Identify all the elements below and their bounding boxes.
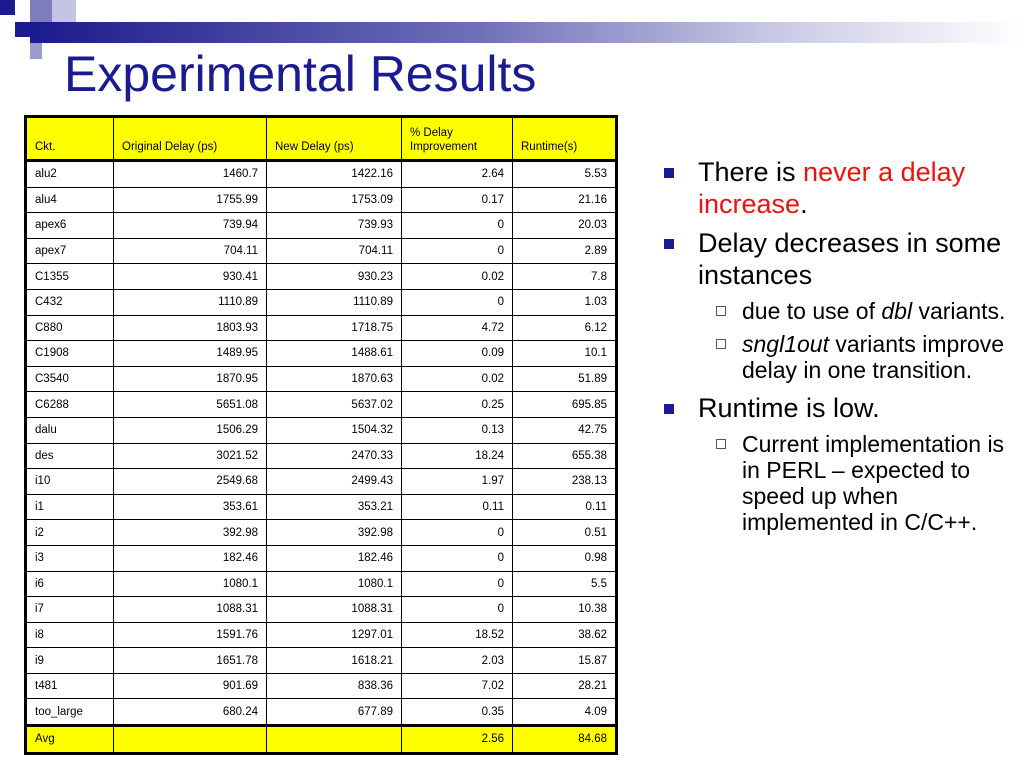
subbullet-sngl1out-variants: sngl1out variants improve delay in one transition. xyxy=(660,331,1010,383)
value-cell: 0.02 xyxy=(402,264,513,290)
value-cell: 392.98 xyxy=(114,520,267,546)
value-cell: 930.23 xyxy=(267,264,402,290)
table-row xyxy=(26,238,617,264)
value-cell: 1591.76 xyxy=(114,622,267,648)
value-cell: 1088.31 xyxy=(114,597,267,623)
value-cell: 930.41 xyxy=(114,264,267,290)
value-cell: 1506.29 xyxy=(114,417,267,443)
value-cell: 0.35 xyxy=(402,699,513,726)
value-cell: 1489.95 xyxy=(114,341,267,367)
value-cell: 7.02 xyxy=(402,673,513,699)
table-row xyxy=(26,699,617,726)
value-cell: 20.03 xyxy=(513,213,617,239)
hollow-square-bullet-icon xyxy=(716,339,726,349)
value-cell: 5.53 xyxy=(513,161,617,188)
table-row xyxy=(26,392,617,418)
value-cell: 1.03 xyxy=(513,289,617,315)
bullet-runtime-low: Runtime is low. xyxy=(660,392,1010,424)
table-row xyxy=(26,161,617,188)
value-cell: 18.52 xyxy=(402,622,513,648)
value-cell: 0.02 xyxy=(402,366,513,392)
value-cell: 15.87 xyxy=(513,648,617,674)
circuit-name-cell: apex7 xyxy=(26,238,114,264)
value-cell: 1460.7 xyxy=(114,161,267,188)
value-cell: 182.46 xyxy=(114,545,267,571)
value-cell: 739.94 xyxy=(114,213,267,239)
value-cell: 2.56 xyxy=(402,726,513,754)
circuit-name-cell: C880 xyxy=(26,315,114,341)
value-cell: 901.69 xyxy=(114,673,267,699)
value-cell: 2549.68 xyxy=(114,469,267,495)
value-cell: 1488.61 xyxy=(267,341,402,367)
table-row xyxy=(26,417,617,443)
value-cell: 42.75 xyxy=(513,417,617,443)
circuit-name-cell: i2 xyxy=(26,520,114,546)
value-cell: 10.1 xyxy=(513,341,617,367)
table-row xyxy=(26,443,617,469)
circuit-name-cell: des xyxy=(26,443,114,469)
table-row xyxy=(26,673,617,699)
circuit-name-cell: C3540 xyxy=(26,366,114,392)
value-cell: 1718.75 xyxy=(267,315,402,341)
value-cell: 1110.89 xyxy=(267,289,402,315)
value-cell: 18.24 xyxy=(402,443,513,469)
value-cell: 28.21 xyxy=(513,673,617,699)
value-cell: 1870.63 xyxy=(267,366,402,392)
value-cell: 4.09 xyxy=(513,699,617,726)
circuit-name-cell: alu4 xyxy=(26,187,114,213)
value-cell: 1651.78 xyxy=(114,648,267,674)
column-header: Original Delay (ps) xyxy=(114,117,267,161)
corner-square xyxy=(30,0,52,22)
table-row xyxy=(26,648,617,674)
table-row xyxy=(26,315,617,341)
table-row xyxy=(26,545,617,571)
table-row xyxy=(26,213,617,239)
circuit-name-cell: C6288 xyxy=(26,392,114,418)
bullet-never-increase: There is never a delay increase. xyxy=(660,156,1010,220)
column-header: Ckt. xyxy=(26,117,114,161)
slide-title: Experimental Results xyxy=(64,46,537,102)
value-cell: 10.38 xyxy=(513,597,617,623)
table-row xyxy=(26,520,617,546)
table-row xyxy=(26,469,617,495)
value-cell xyxy=(267,726,402,754)
value-cell: 0 xyxy=(402,289,513,315)
circuit-name-cell: apex6 xyxy=(26,213,114,239)
value-cell: 1755.99 xyxy=(114,187,267,213)
hollow-square-bullet-icon xyxy=(716,306,726,316)
value-cell: 704.11 xyxy=(114,238,267,264)
value-cell: 695.85 xyxy=(513,392,617,418)
circuit-name-cell: i9 xyxy=(26,648,114,674)
value-cell: 38.62 xyxy=(513,622,617,648)
value-cell: 1.97 xyxy=(402,469,513,495)
value-cell: 0 xyxy=(402,545,513,571)
value-cell: 5651.08 xyxy=(114,392,267,418)
value-cell: 0 xyxy=(402,597,513,623)
value-cell: 0.13 xyxy=(402,417,513,443)
corner-square xyxy=(52,0,76,22)
corner-square xyxy=(15,0,30,22)
value-cell: 2.64 xyxy=(402,161,513,188)
table-row xyxy=(26,597,617,623)
value-cell: 677.89 xyxy=(267,699,402,726)
table-row xyxy=(26,494,617,520)
highlight-text: never a delay increase xyxy=(698,157,966,219)
value-cell: 1870.95 xyxy=(114,366,267,392)
circuit-name-cell: i6 xyxy=(26,571,114,597)
table-row xyxy=(26,264,617,290)
value-cell: 1504.32 xyxy=(267,417,402,443)
value-cell: 680.24 xyxy=(114,699,267,726)
circuit-name-cell: C1355 xyxy=(26,264,114,290)
value-cell: 1618.21 xyxy=(267,648,402,674)
value-cell: 0.09 xyxy=(402,341,513,367)
value-cell: 5637.02 xyxy=(267,392,402,418)
circuit-name-cell: too_large xyxy=(26,699,114,726)
square-bullet-icon xyxy=(664,168,674,178)
title-gradient-bar xyxy=(30,22,1024,43)
avg-row xyxy=(26,726,617,754)
value-cell: 1088.31 xyxy=(267,597,402,623)
value-cell: 0.51 xyxy=(513,520,617,546)
circuit-name-cell: dalu xyxy=(26,417,114,443)
circuit-name-cell: i8 xyxy=(26,622,114,648)
value-cell: 0.17 xyxy=(402,187,513,213)
value-cell: 21.16 xyxy=(513,187,617,213)
subbullet-dbl-variants: due to use of dbl variants. xyxy=(660,298,1010,324)
value-cell: 4.72 xyxy=(402,315,513,341)
value-cell: 1422.16 xyxy=(267,161,402,188)
circuit-name-cell: C432 xyxy=(26,289,114,315)
value-cell: 6.12 xyxy=(513,315,617,341)
value-cell: 0 xyxy=(402,520,513,546)
corner-square xyxy=(15,22,30,37)
circuit-name-cell: i3 xyxy=(26,545,114,571)
circuit-name-cell: t481 xyxy=(26,673,114,699)
value-cell: 5.5 xyxy=(513,571,617,597)
value-cell: 7.8 xyxy=(513,264,617,290)
value-cell: 51.89 xyxy=(513,366,617,392)
square-bullet-icon xyxy=(664,239,674,249)
corner-square xyxy=(0,0,15,15)
bullet-delay-decreases: Delay decreases in some instances xyxy=(660,227,1010,291)
value-cell: 0.11 xyxy=(402,494,513,520)
results-table xyxy=(24,115,618,755)
table-row xyxy=(26,289,617,315)
value-cell: 2.03 xyxy=(402,648,513,674)
circuit-name-cell: i1 xyxy=(26,494,114,520)
value-cell: 238.13 xyxy=(513,469,617,495)
value-cell: 353.21 xyxy=(267,494,402,520)
hollow-square-bullet-icon xyxy=(716,439,726,449)
value-cell: 182.46 xyxy=(267,545,402,571)
circuit-name-cell: alu2 xyxy=(26,161,114,188)
value-cell: 704.11 xyxy=(267,238,402,264)
column-header: New Delay (ps) xyxy=(267,117,402,161)
table-row xyxy=(26,622,617,648)
table-row xyxy=(26,341,617,367)
value-cell: 838.36 xyxy=(267,673,402,699)
column-header: Runtime(s) xyxy=(513,117,617,161)
value-cell: 1297.01 xyxy=(267,622,402,648)
value-cell: 392.98 xyxy=(267,520,402,546)
column-header: % Delay Improvement xyxy=(402,117,513,161)
value-cell: 1080.1 xyxy=(114,571,267,597)
circuit-name-cell: i10 xyxy=(26,469,114,495)
table-row xyxy=(26,187,617,213)
circuit-name-cell: C1908 xyxy=(26,341,114,367)
table-row xyxy=(26,366,617,392)
value-cell: 1110.89 xyxy=(114,289,267,315)
value-cell: 3021.52 xyxy=(114,443,267,469)
value-cell: 2499.43 xyxy=(267,469,402,495)
square-bullet-icon xyxy=(664,404,674,414)
circuit-name-cell: Avg xyxy=(26,726,114,754)
value-cell: 1753.09 xyxy=(267,187,402,213)
value-cell: 2470.33 xyxy=(267,443,402,469)
value-cell: 0 xyxy=(402,213,513,239)
value-cell: 0.25 xyxy=(402,392,513,418)
value-cell: 0.11 xyxy=(513,494,617,520)
circuit-name-cell: i7 xyxy=(26,597,114,623)
value-cell: 0 xyxy=(402,571,513,597)
value-cell: 84.68 xyxy=(513,726,617,754)
value-cell: 655.38 xyxy=(513,443,617,469)
value-cell: 1080.1 xyxy=(267,571,402,597)
bullet-list xyxy=(660,156,1010,542)
value-cell: 739.93 xyxy=(267,213,402,239)
value-cell: 0.98 xyxy=(513,545,617,571)
corner-square xyxy=(30,43,42,59)
table-row xyxy=(26,571,617,597)
value-cell: 0 xyxy=(402,238,513,264)
value-cell: 2.89 xyxy=(513,238,617,264)
subbullet-perl-implementation: Current implementation is in PERL – expected to speed up when implemented in C/C++. xyxy=(660,431,1010,535)
value-cell: 353.61 xyxy=(114,494,267,520)
value-cell: 1803.93 xyxy=(114,315,267,341)
table-header-row xyxy=(26,117,617,161)
value-cell xyxy=(114,726,267,754)
